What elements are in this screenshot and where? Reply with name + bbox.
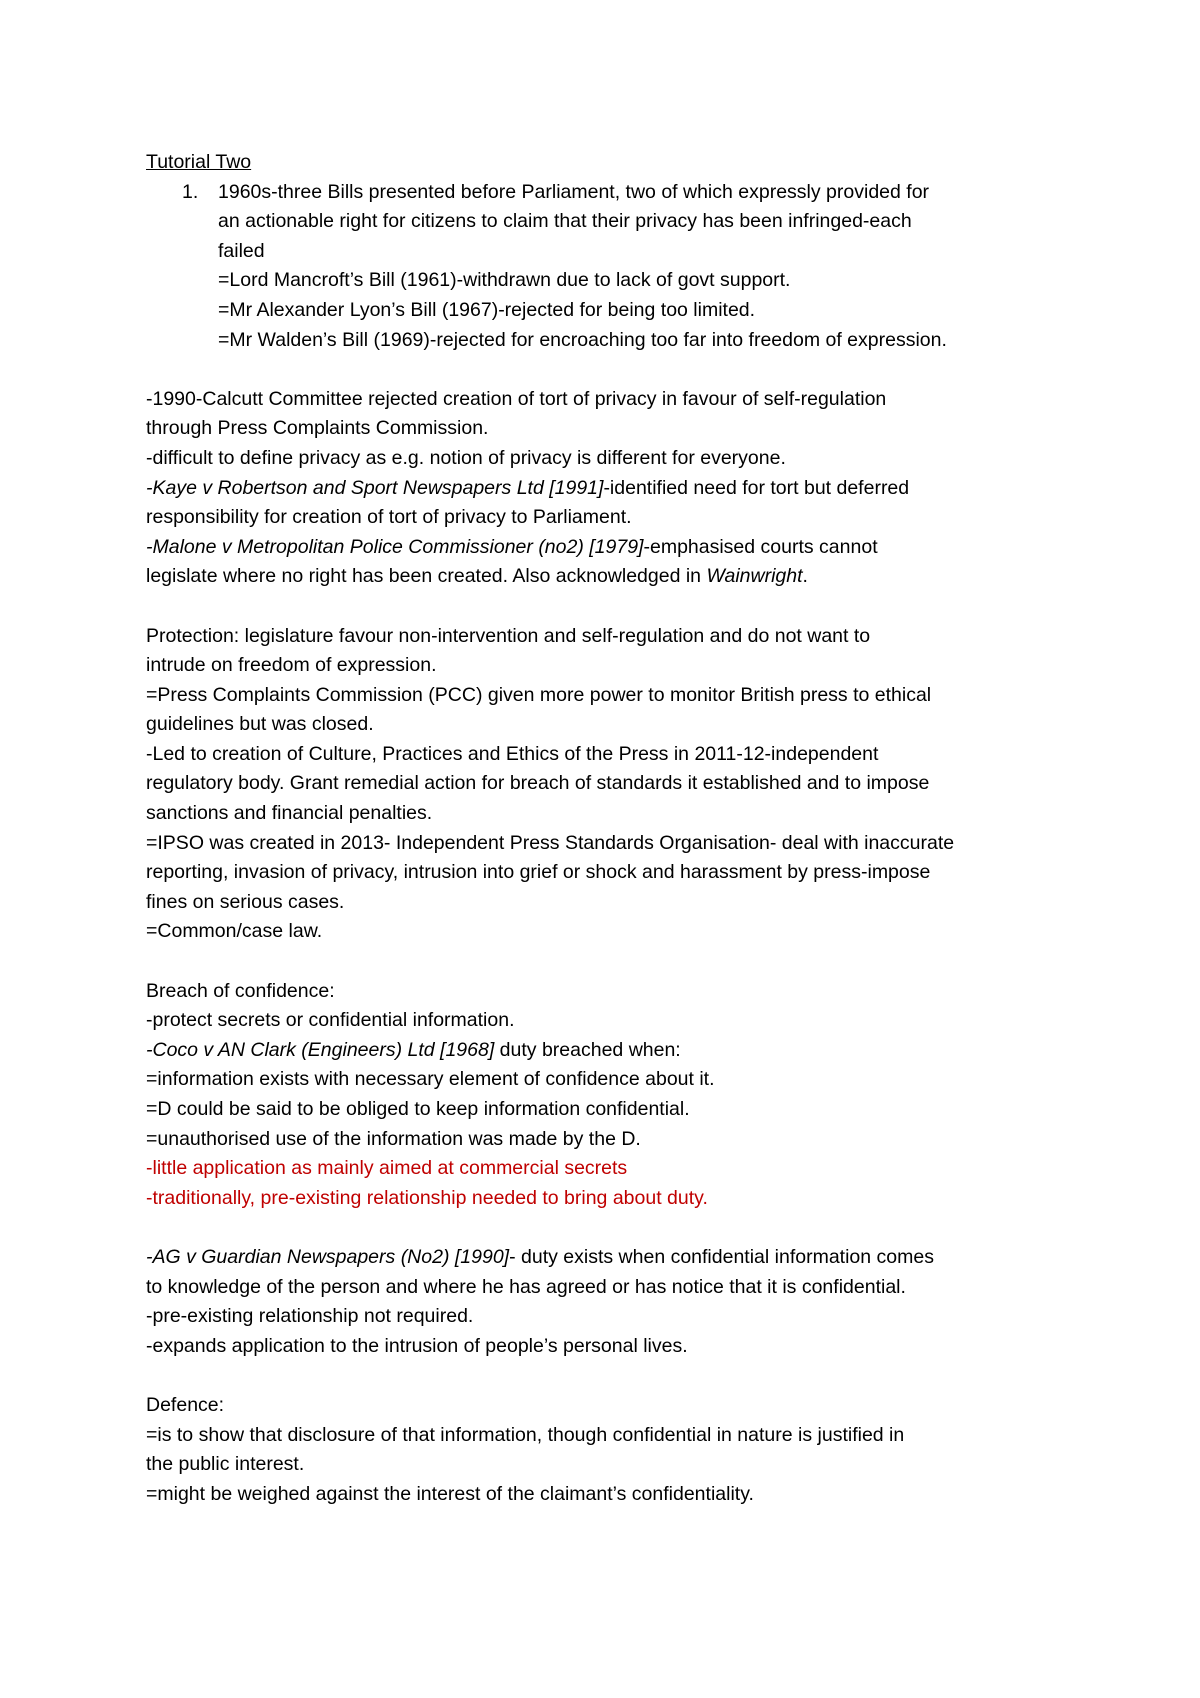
case-note: -emphasised courts cannot [643,535,878,558]
paragraph-line: =Common/case law. [146,920,323,943]
paragraph-line: reporting, invasion of privacy, intrusion into grief or shock and harassment by press-impose [146,861,931,884]
red-note: -traditionally, pre-existing relationship needed to bring about duty. [146,1186,708,1209]
paragraph-line: guidelines but was closed. [146,713,374,736]
paragraph-line: regulatory body. Grant remedial action for breach of standards it established and to impose [146,772,930,795]
list-line: failed [218,239,265,262]
document-title: Tutorial Two [146,151,252,173]
bill-mancroft: =Lord Mancroft’s Bill (1961)-withdrawn due to lack of govt support. [218,269,791,292]
paragraph-line: -difficult to define privacy as e.g. notion of privacy is different for everyone. [146,446,786,469]
list-line: 1960s-three Bills presented before Parliament, two of which expressly provided for [218,180,930,203]
coco-line [146,1036,1066,1066]
paragraph-gap [146,355,1066,385]
case-note: - duty exists when confidential information comes [509,1245,934,1268]
case-citation: -Kaye v Robertson and Sport Newspapers Ltd [1991] [146,476,604,499]
list-line: an actionable right for citizens to claim that their privacy has been infringed-each [218,210,912,233]
paragraph-line: =might be weighed against the interest of the claimant’s confidentiality. [146,1482,754,1505]
numbered-list-item [146,178,1066,356]
breach-section [146,977,1066,1214]
paragraph-line: =IPSO was created in 2013- Independent Press Standards Organisation- deal with inaccurate [146,831,955,854]
paragraph-gap [146,1361,1066,1391]
guardian-line [146,1243,1066,1273]
paragraph-line: -pre-existing relationship not required. [146,1305,474,1328]
document-body [146,148,1066,1509]
paragraph-gap [146,947,1066,977]
calcutt-section [146,385,1066,592]
wainwright-line [146,562,1066,592]
case-citation: Wainwright [706,565,803,588]
case-citation: -AG v Guardian Newspapers (No2) [1990] [146,1245,510,1268]
defence-section [146,1391,1066,1509]
breach-heading: Breach of confidence: [146,979,335,1002]
paragraph-line: =is to show that disclosure of that information, though confidential in nature is justified in [146,1423,905,1446]
paragraph-gap [146,1213,1066,1243]
case-note: legislate where no right has been created. Also acknowledged in [146,565,707,588]
punctuation: . [802,565,808,588]
paragraph-line: sanctions and financial penalties. [146,802,433,825]
paragraph-line: =D could be said to be obliged to keep information confidential. [146,1098,690,1120]
paragraph-line: responsibility for creation of tort of privacy to Parliament. [146,506,632,529]
guardian-section [146,1243,1066,1361]
paragraph-line: =Press Complaints Commission (PCC) given more power to monitor British press to ethical [146,683,932,706]
paragraph-line: to knowledge of the person and where he has agreed or has notice that it is confidential. [146,1275,906,1298]
paragraph-line: =unauthorised use of the information was made by the D. [146,1127,641,1150]
paragraph-gap [146,592,1066,622]
bill-walden: =Mr Walden’s Bill (1969)-rejected for encroaching too far into freedom of expression. [218,328,947,351]
paragraph-line: fines on serious cases. [146,890,345,913]
red-note: -little application as mainly aimed at commercial secrets [146,1157,628,1180]
list-number: 1. [182,180,199,203]
paragraph-line: through Press Complaints Commission. [146,417,489,440]
paragraph-line: =information exists with necessary element of confidence about it. [146,1068,715,1091]
protection-heading-line: Protection: legislature favour non-intervention and self-regulation and do not want to [146,624,871,647]
paragraph-line: the public interest. [146,1453,305,1476]
bill-lyon: =Mr Alexander Lyon’s Bill (1967)-rejected for being too limited. [218,298,756,321]
malone-line [146,533,1066,563]
case-citation: -Malone v Metropolitan Police Commissioner (no2) [1979] [146,535,644,558]
case-note: -identified need for tort but deferred [603,476,910,499]
case-note: duty breached when: [494,1038,681,1061]
kaye-line [146,474,1066,504]
protection-section [146,622,1066,948]
paragraph-line: intrude on freedom of expression. [146,654,437,677]
case-citation: -Coco v AN Clark (Engineers) Ltd [1968] [146,1038,495,1061]
paragraph-line: -expands application to the intrusion of people’s personal lives. [146,1334,688,1357]
paragraph-line: -1990-Calcutt Committee rejected creation of tort of privacy in favour of self-regulation [146,387,887,410]
paragraph-line: -Led to creation of Culture, Practices and Ethics of the Press in 2011-12-independent [146,742,879,765]
paragraph-line: -protect secrets or confidential information. [146,1009,515,1032]
defence-heading: Defence: [146,1393,225,1416]
